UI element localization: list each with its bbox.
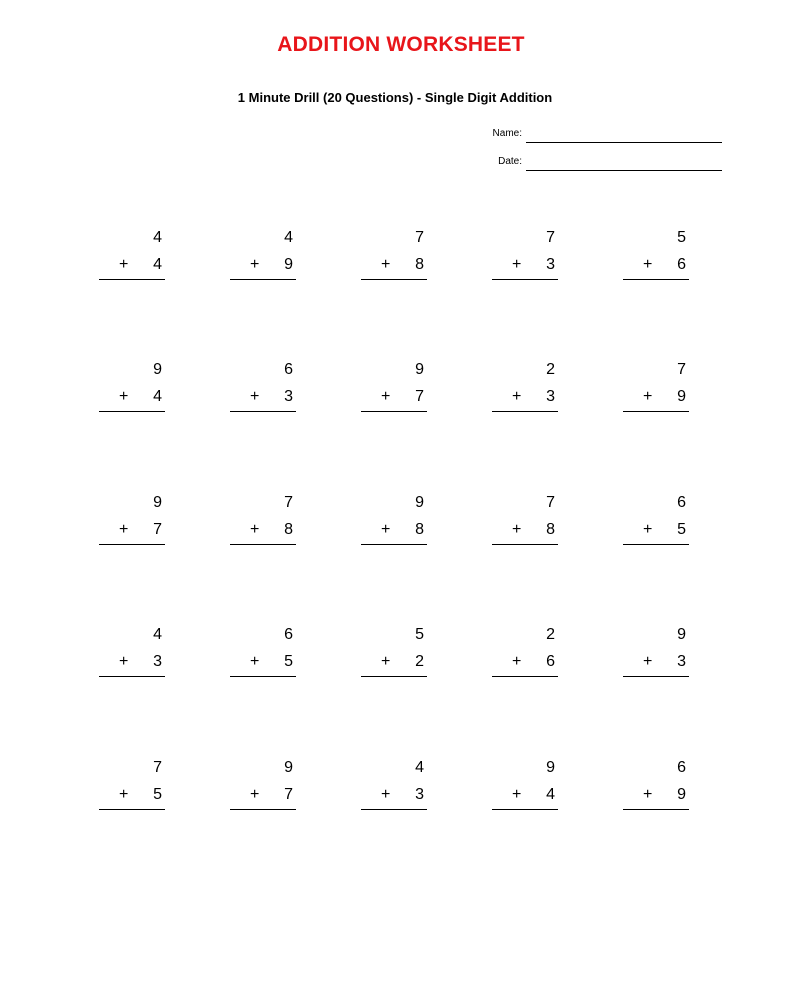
addition-problem — [492, 229, 558, 281]
date-label: Date: — [498, 156, 522, 167]
addition-problem — [492, 361, 558, 413]
top-number: 4 — [284, 229, 293, 246]
top-number: 7 — [546, 229, 555, 246]
top-number: 4 — [415, 759, 424, 776]
worksheet-subtitle: 1 Minute Drill (20 Questions) - Single Digit Addition — [237, 90, 553, 105]
addition-problem — [492, 626, 558, 678]
answer-line — [230, 544, 296, 545]
plus-sign: + — [119, 653, 129, 670]
bottom-number: 4 — [153, 388, 162, 405]
worksheet-title: ADDITION WORKSHEET — [277, 33, 525, 56]
addition-problem — [623, 626, 689, 678]
addition-problem — [230, 626, 296, 678]
bottom-number: 6 — [677, 256, 686, 273]
top-number: 7 — [546, 494, 555, 511]
bottom-number: 9 — [677, 786, 686, 803]
top-number: 6 — [284, 626, 293, 643]
answer-line — [99, 544, 165, 545]
answer-line — [230, 411, 296, 412]
addition-problem — [623, 494, 689, 546]
addition-problem — [361, 759, 427, 811]
addition-problem — [361, 229, 427, 281]
bottom-number: 3 — [284, 388, 293, 405]
top-number: 7 — [677, 361, 686, 378]
addition-problem — [99, 229, 165, 281]
answer-line — [230, 279, 296, 280]
plus-sign: + — [250, 388, 260, 405]
bottom-number: 5 — [284, 653, 293, 670]
plus-sign: + — [381, 786, 391, 803]
addition-problem — [99, 759, 165, 811]
top-number: 6 — [284, 361, 293, 378]
answer-line — [492, 544, 558, 545]
plus-sign: + — [381, 653, 391, 670]
addition-problem — [623, 759, 689, 811]
bottom-number: 5 — [153, 786, 162, 803]
top-number: 6 — [677, 759, 686, 776]
addition-problem — [623, 361, 689, 413]
plus-sign: + — [119, 521, 129, 538]
plus-sign: + — [381, 521, 391, 538]
bottom-number: 9 — [284, 256, 293, 273]
top-number: 9 — [284, 759, 293, 776]
plus-sign: + — [512, 653, 522, 670]
plus-sign: + — [381, 256, 391, 273]
answer-line — [99, 676, 165, 677]
bottom-number: 4 — [546, 786, 555, 803]
bottom-number: 7 — [153, 521, 162, 538]
top-number: 9 — [415, 361, 424, 378]
plus-sign: + — [643, 388, 653, 405]
plus-sign: + — [643, 521, 653, 538]
answer-line — [492, 676, 558, 677]
answer-line — [623, 279, 689, 280]
plus-sign: + — [512, 521, 522, 538]
addition-problem — [361, 361, 427, 413]
top-number: 9 — [677, 626, 686, 643]
date-field[interactable] — [470, 156, 722, 174]
plus-sign: + — [643, 786, 653, 803]
name-line[interactable] — [526, 142, 722, 143]
answer-line — [361, 544, 427, 545]
addition-problem — [361, 626, 427, 678]
plus-sign: + — [119, 388, 129, 405]
answer-line — [99, 411, 165, 412]
plus-sign: + — [119, 256, 129, 273]
plus-sign: + — [512, 786, 522, 803]
plus-sign: + — [512, 388, 522, 405]
answer-line — [623, 544, 689, 545]
bottom-number: 3 — [677, 653, 686, 670]
plus-sign: + — [250, 521, 260, 538]
answer-line — [361, 279, 427, 280]
top-number: 4 — [153, 626, 162, 643]
top-number: 9 — [546, 759, 555, 776]
bottom-number: 3 — [415, 786, 424, 803]
bottom-number: 5 — [677, 521, 686, 538]
answer-line — [99, 279, 165, 280]
plus-sign: + — [250, 653, 260, 670]
bottom-number: 6 — [546, 653, 555, 670]
date-line[interactable] — [526, 170, 722, 171]
plus-sign: + — [119, 786, 129, 803]
top-number: 2 — [546, 361, 555, 378]
bottom-number: 7 — [284, 786, 293, 803]
top-number: 7 — [415, 229, 424, 246]
bottom-number: 9 — [677, 388, 686, 405]
bottom-number: 8 — [415, 256, 424, 273]
addition-problem — [492, 759, 558, 811]
answer-line — [492, 411, 558, 412]
top-number: 7 — [153, 759, 162, 776]
top-number: 7 — [284, 494, 293, 511]
top-number: 9 — [153, 494, 162, 511]
addition-problem — [230, 494, 296, 546]
top-number: 9 — [153, 361, 162, 378]
plus-sign: + — [643, 653, 653, 670]
addition-problem — [361, 494, 427, 546]
answer-line — [492, 809, 558, 810]
answer-line — [361, 411, 427, 412]
bottom-number: 3 — [153, 653, 162, 670]
answer-line — [361, 676, 427, 677]
bottom-number: 4 — [153, 256, 162, 273]
answer-line — [623, 411, 689, 412]
top-number: 9 — [415, 494, 424, 511]
addition-problem — [99, 494, 165, 546]
plus-sign: + — [250, 786, 260, 803]
bottom-number: 3 — [546, 256, 555, 273]
bottom-number: 8 — [284, 521, 293, 538]
addition-problem — [99, 626, 165, 678]
answer-line — [623, 809, 689, 810]
bottom-number: 8 — [546, 521, 555, 538]
top-number: 6 — [677, 494, 686, 511]
addition-problem — [99, 361, 165, 413]
answer-line — [623, 676, 689, 677]
bottom-number: 8 — [415, 521, 424, 538]
addition-problem — [230, 361, 296, 413]
bottom-number: 7 — [415, 388, 424, 405]
addition-problem — [623, 229, 689, 281]
answer-line — [492, 279, 558, 280]
answer-line — [99, 809, 165, 810]
top-number: 4 — [153, 229, 162, 246]
bottom-number: 3 — [546, 388, 555, 405]
plus-sign: + — [512, 256, 522, 273]
plus-sign: + — [381, 388, 391, 405]
top-number: 5 — [677, 229, 686, 246]
answer-line — [361, 809, 427, 810]
addition-problem — [492, 494, 558, 546]
plus-sign: + — [643, 256, 653, 273]
answer-line — [230, 809, 296, 810]
name-field[interactable] — [470, 128, 722, 146]
answer-line — [230, 676, 296, 677]
plus-sign: + — [250, 256, 260, 273]
top-number: 2 — [546, 626, 555, 643]
addition-problem — [230, 759, 296, 811]
top-number: 5 — [415, 626, 424, 643]
name-label: Name: — [492, 128, 522, 139]
addition-problem — [230, 229, 296, 281]
bottom-number: 2 — [415, 653, 424, 670]
